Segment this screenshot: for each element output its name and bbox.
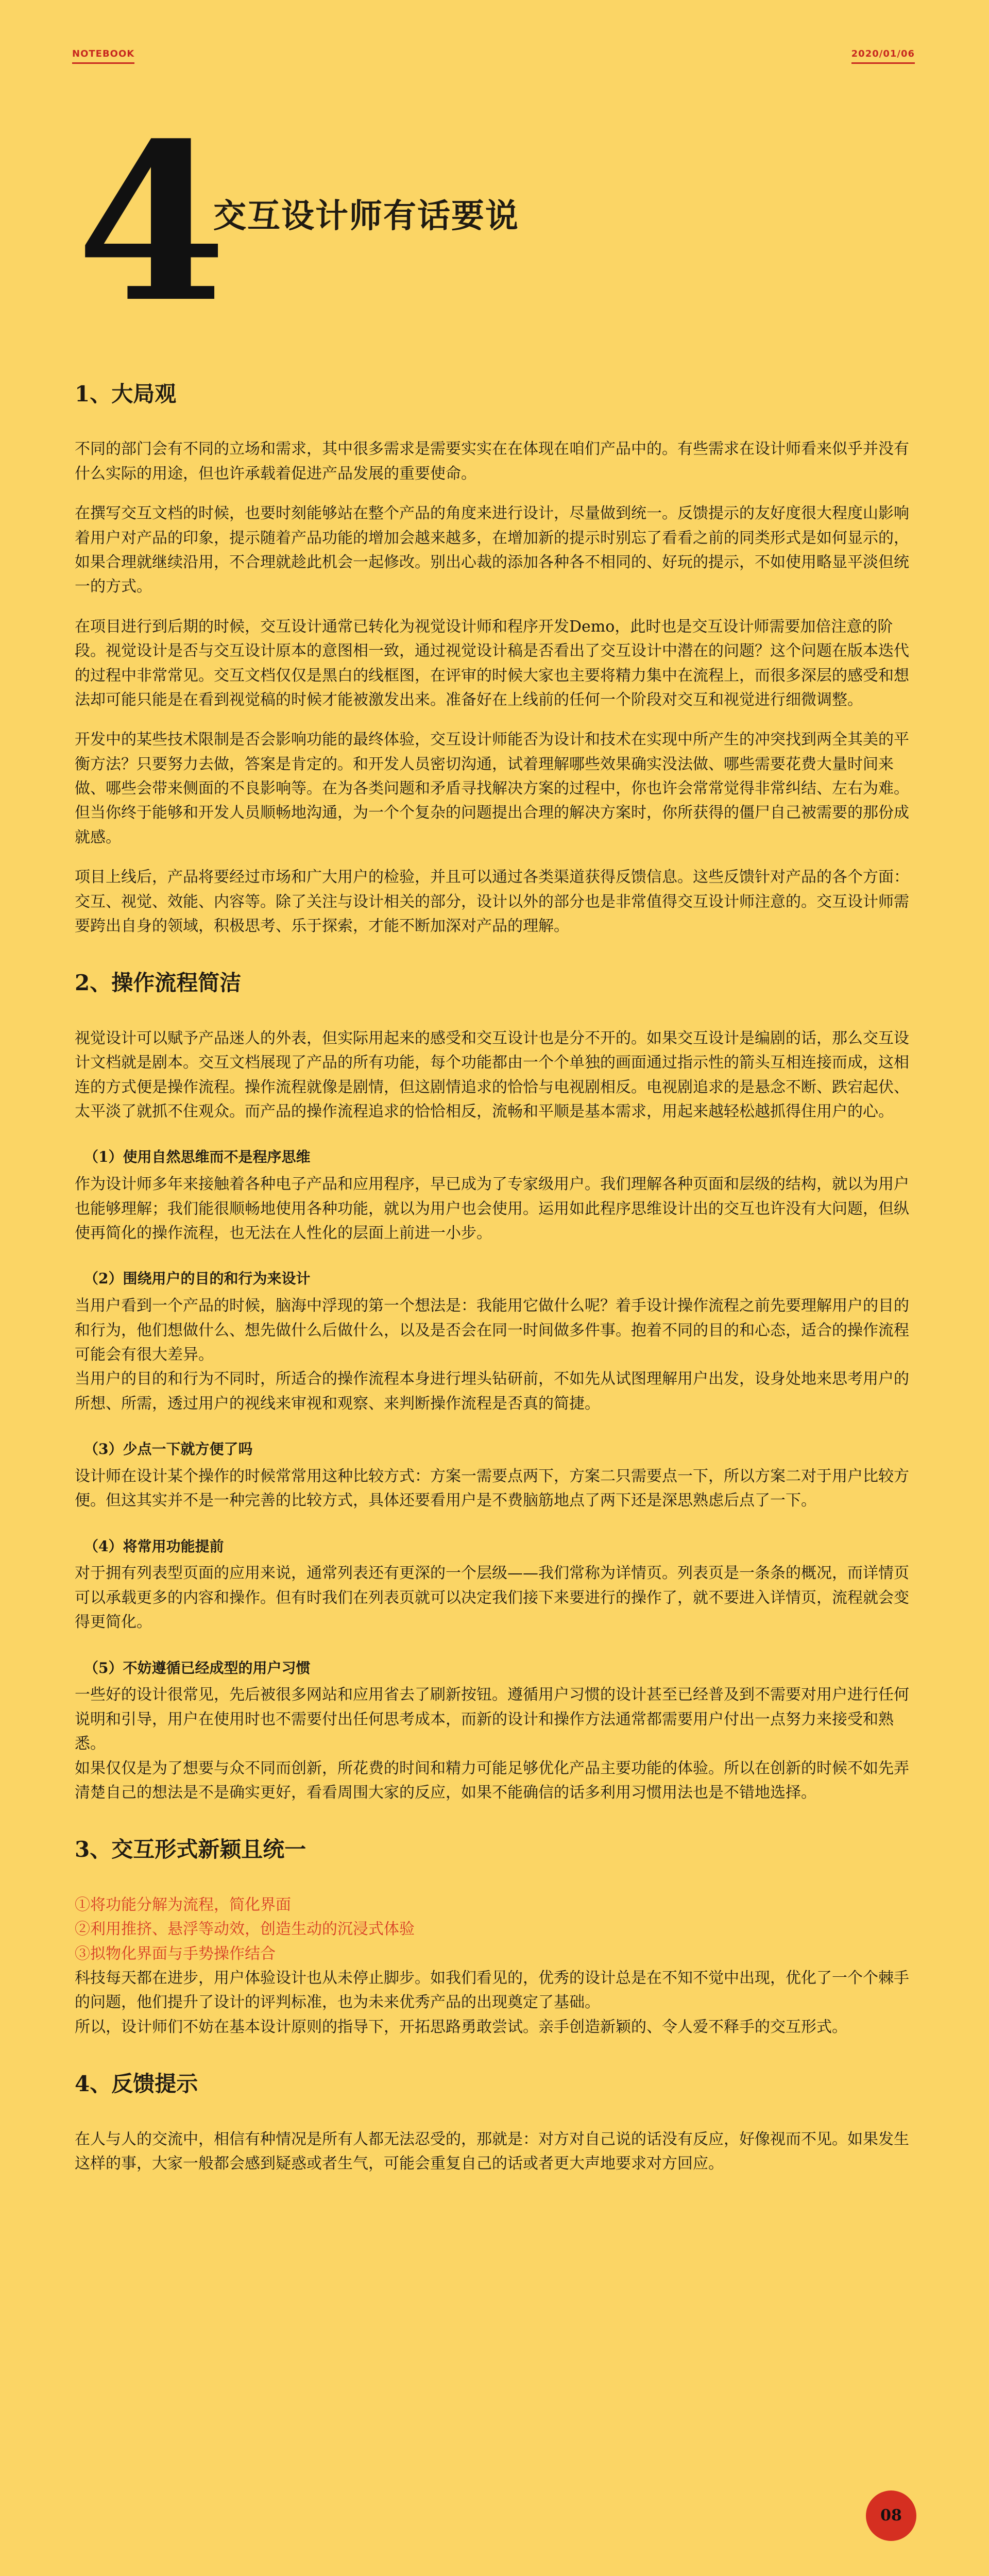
section-title: 1、大局观 (75, 381, 177, 406)
highlight-item: ①将功能分解为流程，简化界面 (75, 1895, 291, 1914)
highlight-item: ③拟物化界面与手势操作结合 (75, 1944, 276, 1963)
notebook-label: NOTEBOOK (72, 48, 135, 59)
subsection-heading: （1）使用自然思维而不是程序思维 (84, 1148, 311, 1166)
subsection-heading: （5）不妨遵循已经成型的用户习惯 (84, 1659, 311, 1676)
section-title: 2、操作流程简洁 (75, 970, 242, 996)
section-title: 3、交互形式新颖且统一 (75, 1837, 306, 1862)
subsection-heading: （4）将常用功能提前 (84, 1537, 224, 1555)
highlight-list (75, 1893, 919, 1966)
paragraph: 不同的部门会有不同的立场和需求，其中很多需求是需要实实在在体现在咱们产品中的。有些需求在设计师看来似乎并没有什么实际的用途，但也许承载着促进产品发展的重要使命。 (75, 440, 909, 483)
subsection-body: 作为设计师多年来接触着各种电子产品和应用程序，早已成为了专家级用户。我们理解各种页面和层级的结构，就以为用户也能够理解；我们能很顺畅地使用各种功能，就以为用户也会使用。运用如此程序思维设计出的交互也许没有大问题，但纵使再简化的操作流程，也无法在人性化的层面上前进一小步。 (75, 1175, 909, 1242)
subsection-body: 当用户看到一个产品的时候，脑海中浮现的第一个想法是：我能用它做什么呢？着手设计操作流程之前先要理解用户的目的和行为，他们想做什么、想先做什么后做什么，以及是否会在同一时间做多件事。抱着不同的目的和心态，适合的操作流程可能会有很大差异。 当用户的目的和行为不同时，所适合的操作流程本身进行埋头钻研前，不如先从试图理解用户出发，设身处地来思考用户的所想、所需，透过用户的视线来审视和观察、来判断操作流程是否真的简捷。 (75, 1297, 909, 1413)
subsection-body: 设计师在设计某个操作的时候常常用这种比较方式：方案一需要点两下，方案二只需要点一下，所以方案二对于用户比较方便。但这其实并不是一种完善的比较方式，具体还要看用户是不费脑筋地点了两下还是深思熟虑后点了一下。 (75, 1467, 909, 1510)
subsection-body: 对于拥有列表型页面的应用来说，通常列表还有更深的一个层级——我们常称为详情页。列表页是一条条的概况，而详情页可以承载更多的内容和操作。但有时我们在列表页就可以决定我们接下来要进行的操作了，就不要进入详情页，流程就会变得更简化。 (75, 1564, 909, 1632)
article-body (75, 381, 919, 2176)
paragraph: 项目上线后，产品将要经过市场和广大用户的检验，并且可以通过各类渠道获得反馈信息。这些反馈针对产品的各个方面：交互、视觉、效能、内容等。除了关注与设计相关的部分，设计以外的部分也是非常值得交互设计师注意的。交互设计师需要跨出自身的领域，积极思考、乐于探索，才能不断加深对产品的理解。 (75, 868, 909, 936)
paragraph: 科技每天都在进步，用户体验设计也从未停止脚步。如我们看见的，优秀的设计总是在不知不觉中出现，优化了一个个棘手的问题，他们提升了设计的评判标准，也为未来优秀产品的出现奠定了基础。 所以，设计师们不妨在基本设计原则的指导下，开拓思路勇敢尝试。亲手创造新颖的、令人爱不释手的交互形式。 (75, 1969, 909, 2036)
section-feedback (75, 2071, 919, 2176)
paragraph: 视觉设计可以赋予产品迷人的外表，但实际用起来的感受和交互设计也是分不开的。如果交互设计是编剧的话，那么交互设计文档就是剧本。交互文档展现了产品的所有功能，每个功能都由一个个单独的画面通过指示性的箭头互相连接而成，这相连的方式便是操作流程。操作流程就像是剧情，但这剧情追求的恰恰与电视剧相反。电视剧追求的是悬念不断、跌宕起伏、太平淡了就抓不住观众。而产品的操作流程追求的恰恰相反，流畅和平顺是基本需求，用起来越轻松越抓得住用户的心。 (75, 1029, 909, 1121)
paragraph: 在项目进行到后期的时候，交互设计通常已转化为视觉设计师和程序开发Demo，此时也是交互设计师需要加倍注意的阶段。视觉设计是否与交互设计原本的意图相一致，通过视觉设计稿是否看出了交互设计中潜在的问题？这个问题在版本迭代的过程中非常常见。交互文档仅仅是黑白的线框图，在评审的时候大家也主要将精力集中在流程上，而很多深层的感受和想法却可能只能是在看到视觉稿的时候才能被激发出来。准备好在上线前的任何一个阶段对交互和视觉进行细微调整。 (75, 617, 909, 709)
chapter-title: 交互设计师有话要说 (213, 197, 519, 235)
date-label: 2020/01/06 (851, 48, 915, 59)
section-workflow (75, 970, 919, 1805)
subsection-body: 一些好的设计很常见，先后被很多网站和应用省去了刷新按钮。遵循用户习惯的设计甚至已经普及到不需要对用户进行任何说明和引导，用户在使用时也不需要付出任何思考成本，而新的设计和操作方法通常都需要用户付出一点努力来接受和熟悉。 如果仅仅是为了想要与众不同而创新，所花费的时间和精力可能足够优化产品主要功能的体验。所以在创新的时候不如先弄清楚自己的想法是不是确实更好，看看周围大家的反应，如果不能确信的话多利用习惯用法也是不错地选择。 (75, 1686, 909, 1802)
section-interaction-form (75, 1837, 919, 2039)
subsection-heading: （2）围绕用户的目的和行为来设计 (84, 1270, 311, 1287)
subsection-heading: （3）少点一下就方便了吗 (84, 1440, 253, 1458)
section-title: 4、反馈提示 (75, 2071, 198, 2097)
section-overview (75, 381, 919, 938)
chapter-number: 4 (76, 96, 227, 350)
page-number-badge: 08 (866, 2490, 916, 2541)
paragraph: 在人与人的交流中，相信有种情况是所有人都无法忍受的，那就是：对方对自己说的话没有反应，好像视而不见。如果发生这样的事，大家一般都会感到疑惑或者生气，可能会重复自己的话或者更大声地要求对方回应。 (75, 2130, 909, 2173)
paragraph: 在撰写交互文档的时候，也要时刻能够站在整个产品的角度来进行设计，尽量做到统一。反馈提示的友好度很大程度山影响着用户对产品的印象，提示随着产品功能的增加会越来越多，在增加新的提示时别忘了看看之前的同类形式是如何显示的，如果合理就继续沿用，不合理就趁此机会一起修改。别出心裁的添加各种各不相同的、好玩的提示，不如使用略显平淡但统一的方式。 (75, 504, 909, 596)
paragraph: 开发中的某些技术限制是否会影响功能的最终体验，交互设计师能否为设计和技术在实现中所产生的冲突找到两全其美的平衡方法？只要努力去做，答案是肯定的。和开发人员密切沟通，试着理解哪些效果确实没法做、哪些需要花费大量时间来做、哪些会带来侧面的不良影响等。在为各类问题和矛盾寻找解决方案的过程中，你也许会常常觉得非常纠结、左右为难。但当你终于能够和开发人员顺畅地沟通，为一个个复杂的问题提出合理的解决方案时，你所获得的僵尸自己被需要的那份成就感。 (75, 731, 909, 846)
chapter-heading (76, 96, 926, 350)
highlight-item: ②利用推挤、悬浮等动效，创造生动的沉浸式体验 (75, 1920, 415, 1939)
